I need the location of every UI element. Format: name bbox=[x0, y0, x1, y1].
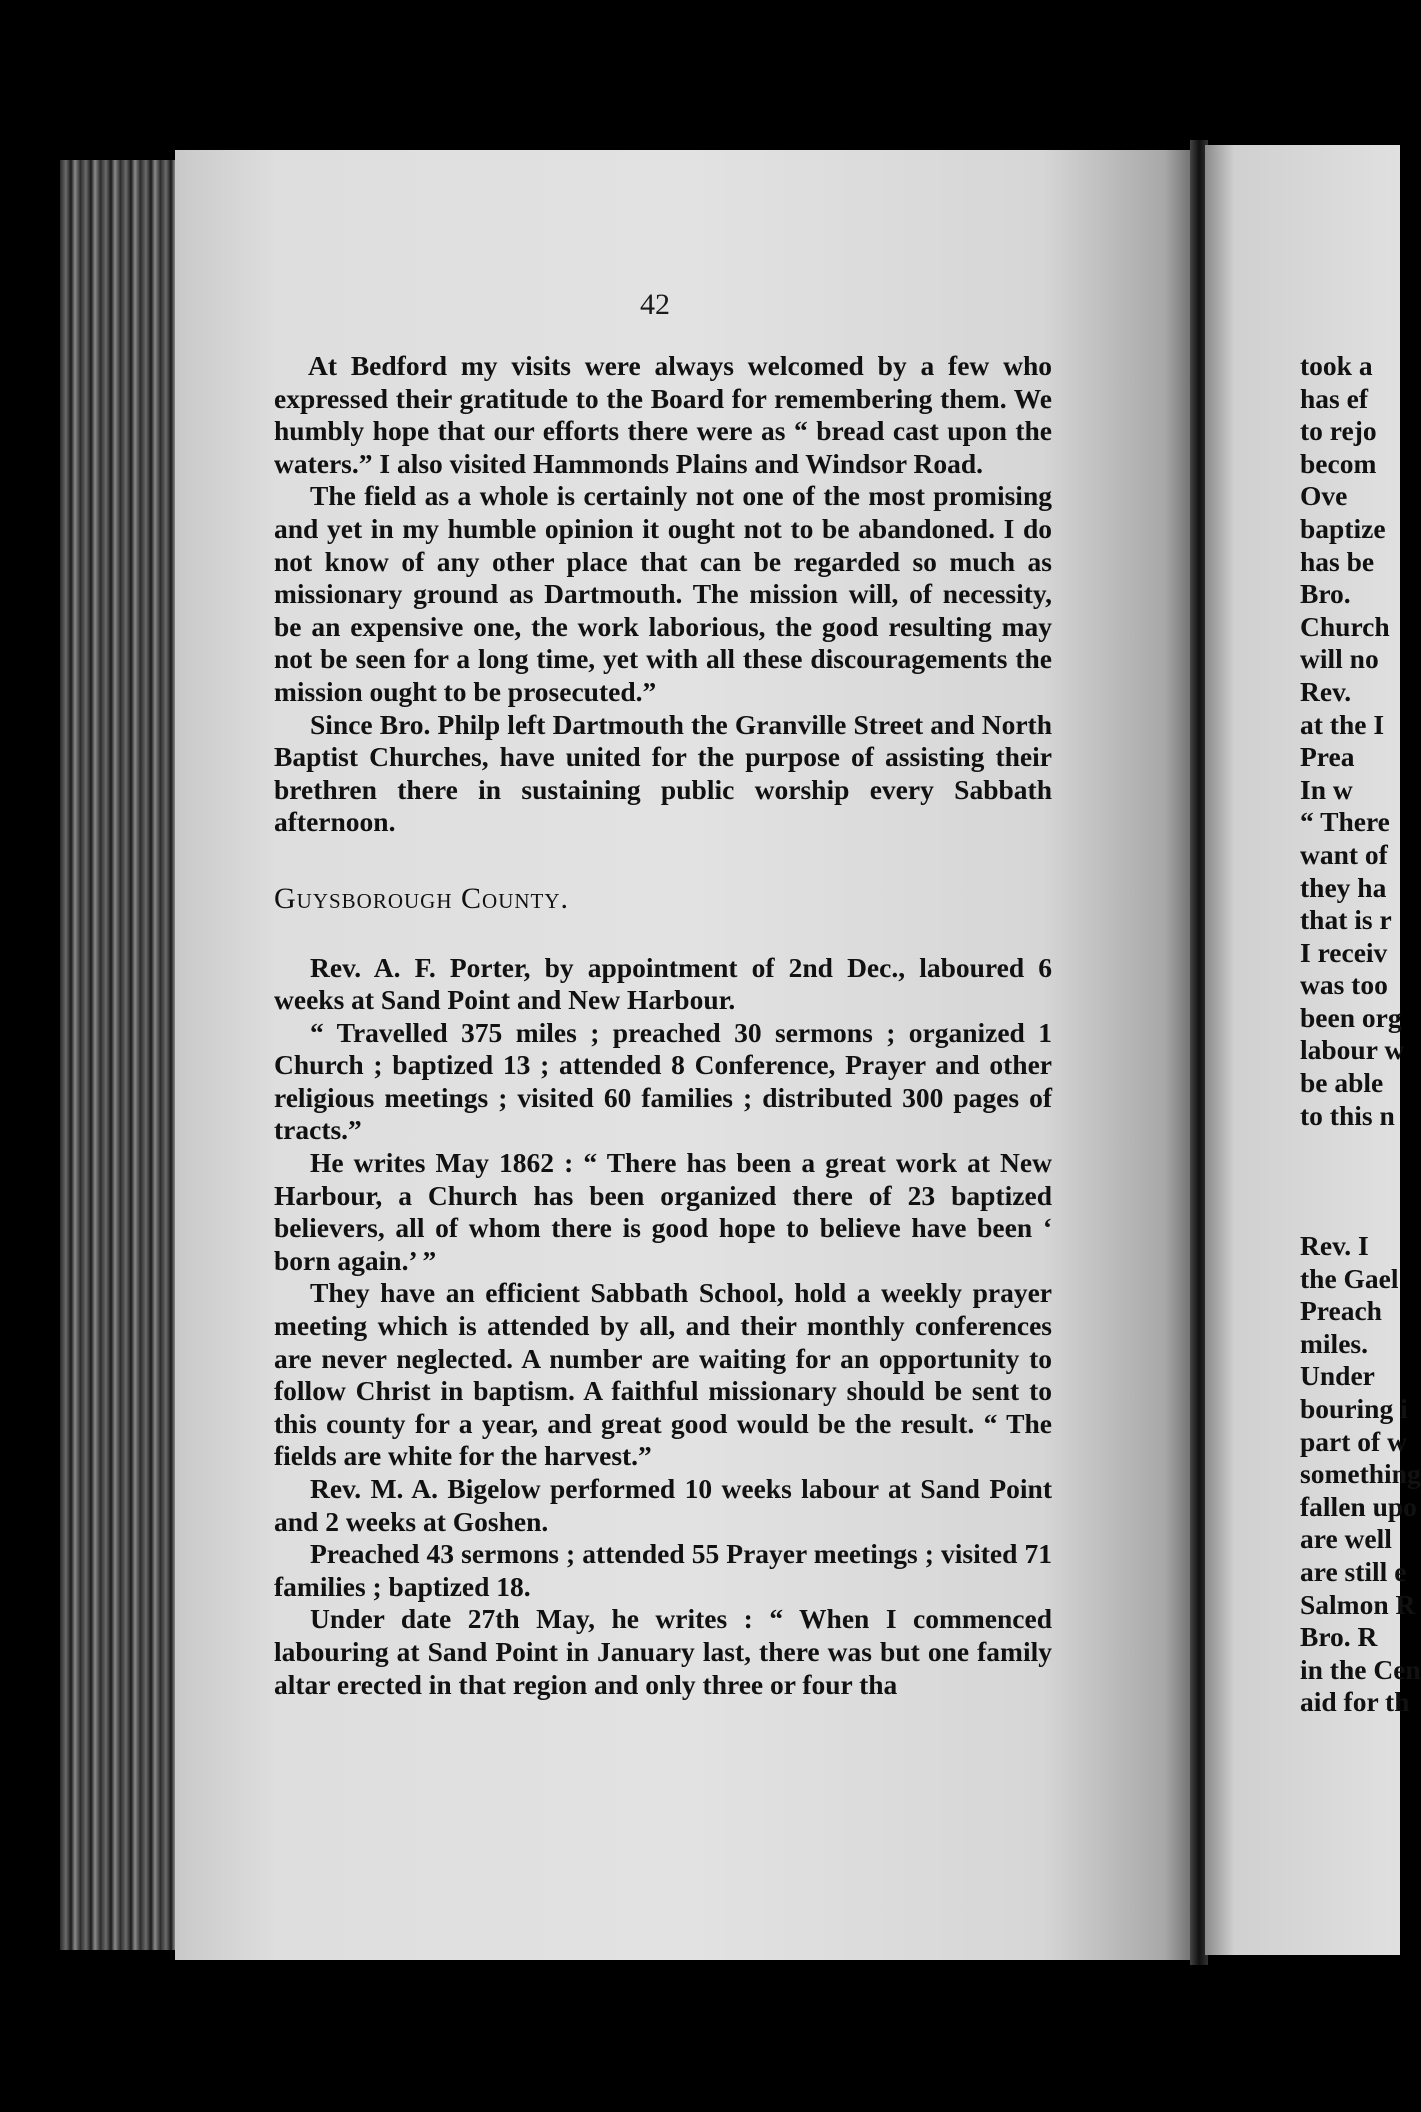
right-fragment: Church bbox=[1300, 610, 1390, 642]
right-fragment: labour w bbox=[1300, 1034, 1405, 1066]
right-fragment: Salmon R bbox=[1300, 1588, 1416, 1620]
right-fragment: be able bbox=[1300, 1067, 1384, 1099]
right-fragment: to rejo bbox=[1300, 415, 1377, 447]
right-fragment: I receiv bbox=[1300, 936, 1388, 968]
right-fragment: miles. bbox=[1300, 1327, 1368, 1359]
right-fragment: Ove bbox=[1300, 480, 1348, 512]
right-fragment: in the Cen bbox=[1300, 1653, 1421, 1685]
paragraph-bigelow: Rev. M. A. Bigelow performed 10 weeks labour at Sand Point and 2 weeks at Goshen. bbox=[274, 1473, 1052, 1537]
page-number: 42 bbox=[640, 288, 670, 321]
paragraph-sabbath-school: They have an efficient Sabbath School, hold a weekly prayer meeting which is attended by all, and their monthly conferences are never neglected. A number are waiting for an opportunity to follow Christ in baptism. A faithful missionary should be sent to this county for a year, and great good would be the result. “ The fields are white for the harvest.” bbox=[274, 1277, 1052, 1472]
right-fragment bbox=[1300, 1165, 1420, 1198]
right-fragment: Bro. R bbox=[1300, 1621, 1378, 1653]
right-fragment: part of w bbox=[1300, 1425, 1407, 1457]
right-fragment: will no bbox=[1300, 643, 1379, 675]
section-heading: Guysborough County. bbox=[274, 881, 570, 915]
paragraph-field: The field as a whole is certainly not one of the most promising and yet in my humble opinion it ought not to be abandoned. I do not know of any other place that can be regarded so much as missionary ground as Dartmouth. The mission will, of necessity, be an expensive one, the work laborious, the good resulting may not be seen for a long time, yet with all these discouragements the mission ought to be prosecuted.” bbox=[274, 480, 1052, 707]
right-fragment bbox=[1300, 1132, 1420, 1165]
right-fragment: they ha bbox=[1300, 871, 1387, 903]
right-fragment: was too bbox=[1300, 969, 1388, 1001]
right-fragment: Prea bbox=[1300, 741, 1355, 773]
right-fragment: aid for th bbox=[1300, 1686, 1410, 1718]
right-fragment: fallen upo bbox=[1300, 1490, 1417, 1522]
right-fragment: bouring i bbox=[1300, 1393, 1408, 1424]
paragraph-preached: Preached 43 sermons ; attended 55 Prayer meetings ; visited 71 families ; baptized 18. bbox=[274, 1538, 1052, 1602]
paragraph-travelled: “ Travelled 375 miles ; preached 30 sermons ; organized 1 Church ; baptized 13 ; attended 8 Conference, Prayer and other religious meetings ; visited 60 families ; distributed 300 pages of tracts.” bbox=[274, 1016, 1052, 1146]
right-fragment: Preach bbox=[1300, 1295, 1382, 1327]
right-fragment: has be bbox=[1300, 545, 1375, 577]
right-fragment bbox=[1300, 1197, 1420, 1230]
paragraph-may-1862: He writes May 1862 : “ There has been a great work at New Harbour, a Church has been organized there of 23 baptized believers, all of whom there is good hope to believe have been ‘ born again.’ ” bbox=[274, 1147, 1052, 1276]
right-fragment: Rev. bbox=[1300, 675, 1352, 707]
right-fragment: has ef bbox=[1300, 382, 1368, 414]
right-fragment: at the I bbox=[1300, 708, 1385, 740]
paragraph-under-date: Under date 27th May, he writes : “ When I commenced labouring at Sand Point in January last, there was but one family altar erected in that region and only three or four tha bbox=[274, 1603, 1052, 1700]
right-fragment: took a bbox=[1300, 350, 1373, 381]
right-fragment: want of bbox=[1300, 838, 1388, 870]
right-fragment: been org bbox=[1300, 1001, 1402, 1033]
right-fragment: that is r bbox=[1300, 904, 1392, 936]
right-fragment: Bro. bbox=[1300, 578, 1351, 610]
paragraph-philp: Since Bro. Philp left Dartmouth the Granville Street and North Baptist Churches, have united for the purpose of assisting their brethren there in sustaining public worship every Sabbath afternoon. bbox=[274, 708, 1052, 838]
paragraph-porter: Rev. A. F. Porter, by appointment of 2nd Dec., laboured 6 weeks at Sand Point and New Harbour. bbox=[274, 951, 1052, 1016]
paragraph-bedford: At Bedford my visits were always welcomed by a few who expressed their gratitude to the Board for remembering them. We humbly hope that our efforts there were as “ bread cast upon the waters.” I also visited Hammonds Plains and Windsor Road. bbox=[274, 350, 1052, 479]
right-fragment: Rev. I bbox=[1300, 1230, 1369, 1262]
right-page-fragments bbox=[1300, 350, 1420, 1719]
right-fragment: the Gael bbox=[1300, 1262, 1399, 1294]
page-text bbox=[274, 350, 1052, 1701]
right-fragment: Under bbox=[1300, 1360, 1375, 1392]
right-fragment: to this n bbox=[1300, 1099, 1395, 1131]
right-fragment: In w bbox=[1300, 773, 1353, 805]
book-spine-edges bbox=[60, 160, 190, 1950]
right-fragment: baptize bbox=[1300, 512, 1386, 544]
right-fragment: “ There bbox=[1300, 806, 1390, 838]
right-fragment: something bbox=[1300, 1458, 1421, 1490]
right-fragment: are still e bbox=[1300, 1555, 1407, 1587]
right-fragment: are well bbox=[1300, 1523, 1392, 1555]
right-fragment: becom bbox=[1300, 447, 1377, 479]
